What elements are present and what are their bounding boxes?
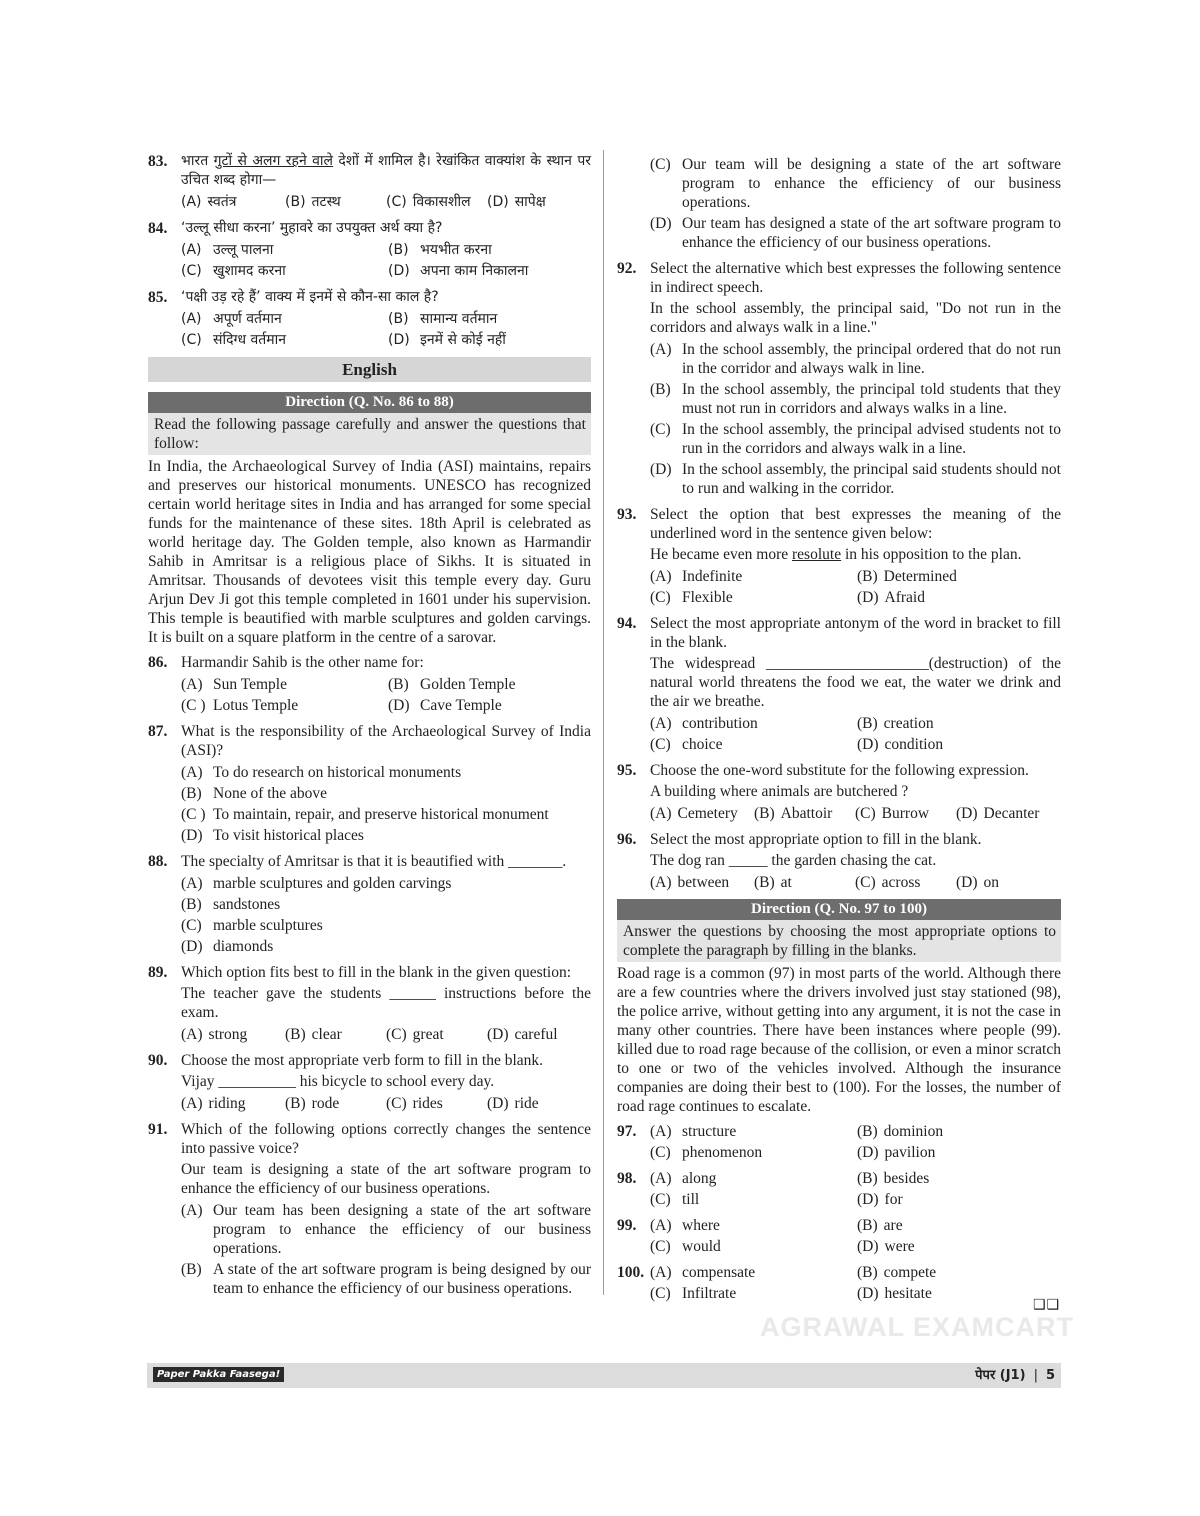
option-b: (B) creation xyxy=(857,715,934,732)
page-number: 5 xyxy=(1045,1368,1055,1383)
option-b: (B) None of the above xyxy=(181,785,328,802)
option-b: (B) compete xyxy=(857,1264,937,1281)
question-sentence: In the school assembly, the principal said, "Do not run in the corridors and always walk in a line." xyxy=(650,300,1061,336)
option-b: (B) सामान्य वर्तमान xyxy=(388,311,498,327)
option-b: (B) at xyxy=(754,874,792,891)
question-sentence: The widespread _____________________(destruction) of the natural world threatens the food we eat, the water we drink and the air we breathe. xyxy=(650,655,1061,710)
options xyxy=(650,340,1061,500)
question-85 xyxy=(148,288,591,352)
question-text: Choose the most appropriate verb form to fill in the blank. xyxy=(181,1052,544,1069)
option-a: (A) between xyxy=(650,874,730,891)
question-97 xyxy=(617,1122,1061,1164)
option-c: (C) विकासशील xyxy=(386,194,471,210)
options xyxy=(181,1201,591,1300)
options xyxy=(181,675,591,717)
options xyxy=(181,763,591,847)
options xyxy=(181,1094,591,1115)
option-a: (A) where xyxy=(650,1217,720,1234)
question-number: 90. xyxy=(148,1052,168,1069)
option-a: (A) To do research on historical monuments xyxy=(181,764,462,781)
options xyxy=(181,310,591,352)
options xyxy=(181,874,591,958)
option-c: (C) खुशामद करना xyxy=(181,263,286,279)
option-d: (D) In the school assembly, the principal said students should not to run and walking in the corridor. xyxy=(650,461,1061,497)
question-95 xyxy=(617,761,1061,825)
options xyxy=(650,567,1061,609)
question-text: The specialty of Amritsar is that it is beautified with _______. xyxy=(181,853,567,870)
cloze-passage: Road rage is a common (97) in most parts of the world. Although there are a few countries where the drivers involved just stay stationed (98), the police arrive, without getting into any argument, it is not the case in many other countries. There have been instances where people (99). killed due to road rage because of the collision, or even a minor scratch to one or two of the vehicles involved. Although the insurance companies are doing their best to (100). For the losses, the number of road rage continues to escalate. xyxy=(617,965,1061,1115)
option-b: (B) Abattoir xyxy=(754,805,833,822)
options xyxy=(650,804,1061,825)
question-text: Choose the one-word substitute for the following expression. xyxy=(650,762,1029,779)
option-b: (B) A state of the art software program is being designed by our team to enhance the efficiency of our business operations. xyxy=(181,1261,591,1297)
question-83 xyxy=(148,152,591,214)
option-c: (C) rides xyxy=(386,1095,443,1112)
paper-label: पेपर (J1) xyxy=(975,1368,1026,1383)
direction-heading: Direction (Q. No. 97 to 100) xyxy=(617,899,1061,920)
question-number: 95. xyxy=(617,762,637,779)
question-number: 84. xyxy=(148,220,168,237)
option-d: (D) Cave Temple xyxy=(388,697,502,714)
option-a: (A) Cemetery xyxy=(650,805,738,822)
option-a: (A) In the school assembly, the principal ordered that do not run in the corridor and always walk in line. xyxy=(650,341,1061,377)
options xyxy=(650,1216,1061,1258)
option-d: (D) Decanter xyxy=(956,805,1040,822)
question-number: 94. xyxy=(617,615,637,632)
reading-passage: In India, the Archaeological Survey of India (ASI) maintains, repairs and preserves our historical monuments. UNESCO has recognized certain world heritage sites in India and has arranged for some special funds for the maintenance of these sites. 18th April is celebrated as world heritage day. The Golden temple, also known as Harmandir Sahib in Amritsar is a religious place of Sikhs. It is situated in Amritsar. Thousands of devotees visit this temple every day. Guru Arjun Dev Ji got this temple completed in 1601 under his supervision. This temple is beautified with marble sculptures and golden carvings. It is built on a square platform in the centre of a sarovar. xyxy=(148,458,591,646)
options xyxy=(650,873,1061,894)
option-c: (C ) To maintain, repair, and preserve historical monument xyxy=(181,806,549,823)
question-84 xyxy=(148,219,591,283)
option-b: (B) भयभीत करना xyxy=(388,242,492,258)
question-text: Harmandir Sahib is the other name for: xyxy=(181,654,424,671)
question-text: Which option fits best to fill in the blank in the given question: xyxy=(181,964,572,981)
option-d: (D) सापेक्ष xyxy=(487,194,546,210)
page-footer xyxy=(147,1363,1061,1388)
option-c: (C) would xyxy=(650,1238,721,1255)
option-d: (D) hesitate xyxy=(857,1285,932,1302)
question-number: 100. xyxy=(617,1264,645,1281)
option-d: (D) for xyxy=(857,1191,903,1208)
option-c: (C) across xyxy=(855,874,921,891)
question-text: Select the most appropriate antonym of the word in bracket to fill in the blank. xyxy=(650,615,1061,651)
question-number: 89. xyxy=(148,964,168,981)
question-text: What is the responsibility of the Archaeological Survey of India (ASI)? xyxy=(181,723,591,759)
question-number: 93. xyxy=(617,506,637,523)
underlined-word: resolute xyxy=(792,546,842,563)
option-a: (A) उल्लू पालना xyxy=(181,242,274,258)
question-number: 97. xyxy=(617,1123,637,1140)
options xyxy=(181,1025,591,1046)
question-number: 98. xyxy=(617,1170,637,1187)
option-b: (B) dominion xyxy=(857,1123,944,1140)
question-91-continued xyxy=(617,155,1061,254)
option-b: (B) Determined xyxy=(857,568,957,585)
option-d: (D) इनमें से कोई नहीं xyxy=(388,332,506,348)
section-heading-english: English xyxy=(148,357,591,382)
question-86 xyxy=(148,653,591,717)
question-number: 96. xyxy=(617,831,637,848)
option-a: (A) along xyxy=(650,1170,717,1187)
left-column xyxy=(148,152,591,1305)
option-b: (B) besides xyxy=(857,1170,930,1187)
question-number: 87. xyxy=(148,723,168,740)
option-d: (D) condition xyxy=(857,736,944,753)
option-a: (A) Indefinite xyxy=(650,568,743,585)
option-a: (A) compensate xyxy=(650,1264,756,1281)
question-sentence: A building where animals are butchered ? xyxy=(650,783,909,800)
question-number: 83. xyxy=(148,153,168,170)
question-90 xyxy=(148,1051,591,1115)
option-c: (C) In the school assembly, the principal advised students not to run in the corridors and always walk in a line. xyxy=(650,421,1061,457)
question-number: 88. xyxy=(148,853,168,870)
option-b: (B) Golden Temple xyxy=(388,676,516,693)
direction-instruction: Read the following passage carefully and answer the questions that follow: xyxy=(148,413,591,455)
question-88 xyxy=(148,852,591,958)
question-sentence: Vijay __________ his bicycle to school every day. xyxy=(181,1073,495,1090)
option-a: (A) अपूर्ण वर्तमान xyxy=(181,311,282,327)
options xyxy=(650,714,1061,756)
question-number: 99. xyxy=(617,1217,637,1234)
option-d: (D) To visit historical places xyxy=(181,827,364,844)
option-b: (B) rode xyxy=(285,1095,340,1112)
option-c: (C) Burrow xyxy=(855,805,930,822)
option-c: (C) phenomenon xyxy=(650,1144,763,1161)
question-text: Select the alternative which best expresses the following sentence in indirect speech. xyxy=(650,260,1061,296)
question-99 xyxy=(617,1216,1061,1258)
question-text: Select the option that best expresses the meaning of the underlined word in the sentence given below: xyxy=(650,506,1061,542)
question-92 xyxy=(617,259,1061,500)
question-94 xyxy=(617,614,1061,756)
option-d: (D) were xyxy=(857,1238,915,1255)
question-text: ‘पक्षी उड़ रहे हैं’ वाक्य में इनमें से कौन-सा काल है? xyxy=(181,289,439,305)
footer-page-info xyxy=(975,1366,1055,1385)
option-a: (A) marble sculptures and golden carvings xyxy=(181,875,452,892)
option-c: (C) marble sculptures xyxy=(181,917,323,934)
footer-separator: | xyxy=(1033,1368,1038,1383)
option-a: (A) riding xyxy=(181,1095,246,1112)
option-d: (D) on xyxy=(956,874,1000,891)
options xyxy=(650,1263,1061,1305)
question-89 xyxy=(148,963,591,1046)
question-98 xyxy=(617,1169,1061,1211)
option-b: (B) In the school assembly, the principal told students that they must not run in corridors and always walks in a line. xyxy=(650,381,1061,417)
question-number: 85. xyxy=(148,289,168,306)
option-a: (A) contribution xyxy=(650,715,758,732)
question-text: ‘उल्लू सीधा करना’ मुहावरे का उपयुक्त अर्थ क्या है? xyxy=(181,220,443,236)
option-b: (B) sandstones xyxy=(181,896,281,913)
option-d: (D) diamonds xyxy=(181,938,274,955)
question-93 xyxy=(617,505,1061,609)
question-number: 92. xyxy=(617,260,637,277)
question-sentence: He became even more resolute in his opposition to the plan. xyxy=(650,546,1022,563)
options xyxy=(650,155,1061,254)
question-91 xyxy=(148,1120,591,1300)
question-sentence: The dog ran _____ the garden chasing the cat. xyxy=(650,852,937,869)
column-divider xyxy=(603,150,604,1295)
option-a: (A) Our team has been designing a state of the art software program to enhance the efficiency of our business operations. xyxy=(181,1202,591,1257)
option-b: (B) clear xyxy=(285,1026,342,1043)
option-d: (D) Our team has designed a state of the art software program to enhance the efficiency of our business operations. xyxy=(650,215,1061,251)
direction-heading: Direction (Q. No. 86 to 88) xyxy=(148,392,591,413)
options xyxy=(181,241,591,283)
options xyxy=(650,1169,1061,1211)
option-a: (A) Sun Temple xyxy=(181,676,287,693)
question-sentence: Our team is designing a state of the art software program to enhance the efficiency of our business operations. xyxy=(181,1161,591,1197)
direction-instruction: Answer the questions by choosing the most appropriate options to complete the paragraph by filling in the blanks. xyxy=(617,920,1061,962)
option-c: (C) संदिग्ध वर्तमान xyxy=(181,332,287,348)
question-87 xyxy=(148,722,591,847)
option-c: (C ) Lotus Temple xyxy=(181,697,299,714)
question-text: भारत गुटों से अलग रहने वाले देशों में शामिल है। रेखांकित वाक्यांश के स्थान पर उचित शब्द होगा— xyxy=(181,153,592,188)
option-c: (C) Infiltrate xyxy=(650,1285,737,1302)
option-d: (D) careful xyxy=(487,1026,558,1043)
question-100 xyxy=(617,1263,1061,1305)
option-c: (C) great xyxy=(386,1026,444,1043)
option-b: (B) are xyxy=(857,1217,903,1234)
options xyxy=(181,193,591,214)
option-c: (C) till xyxy=(650,1191,700,1208)
option-a: (A) structure xyxy=(650,1123,737,1140)
option-a: (A) strong xyxy=(181,1026,248,1043)
option-c: (C) Flexible xyxy=(650,589,733,606)
option-c: (C) Our team will be designing a state of the art software program to enhance the efficiency of our business operations. xyxy=(650,156,1061,211)
option-d: (D) ride xyxy=(487,1095,539,1112)
option-a: (A) स्वतंत्र xyxy=(181,194,237,210)
question-number: 86. xyxy=(148,654,168,671)
question-text: Select the most appropriate option to fill in the blank. xyxy=(650,831,982,848)
option-d: (D) pavilion xyxy=(857,1144,936,1161)
underlined-phrase: गुटों से अलग रहने वाले xyxy=(213,153,334,169)
option-c: (C) choice xyxy=(650,736,723,753)
footer-logo: Paper Pakka Faasega! xyxy=(153,1367,284,1382)
option-d: (D) अपना काम निकालना xyxy=(388,263,529,279)
options xyxy=(650,1122,1061,1164)
watermark: AGRAWAL EXAMCART xyxy=(760,1312,1075,1342)
question-text: Which of the following options correctly changes the sentence into passive voice? xyxy=(181,1121,591,1157)
question-96 xyxy=(617,830,1061,894)
question-number: 91. xyxy=(148,1121,168,1138)
question-sentence: The teacher gave the students ______ instructions before the exam. xyxy=(181,985,591,1021)
right-column xyxy=(617,152,1061,1310)
section-end-marks: ❑❑ xyxy=(1033,1297,1061,1313)
option-d: (D) Afraid xyxy=(857,589,925,606)
option-b: (B) तटस्थ xyxy=(285,194,341,210)
